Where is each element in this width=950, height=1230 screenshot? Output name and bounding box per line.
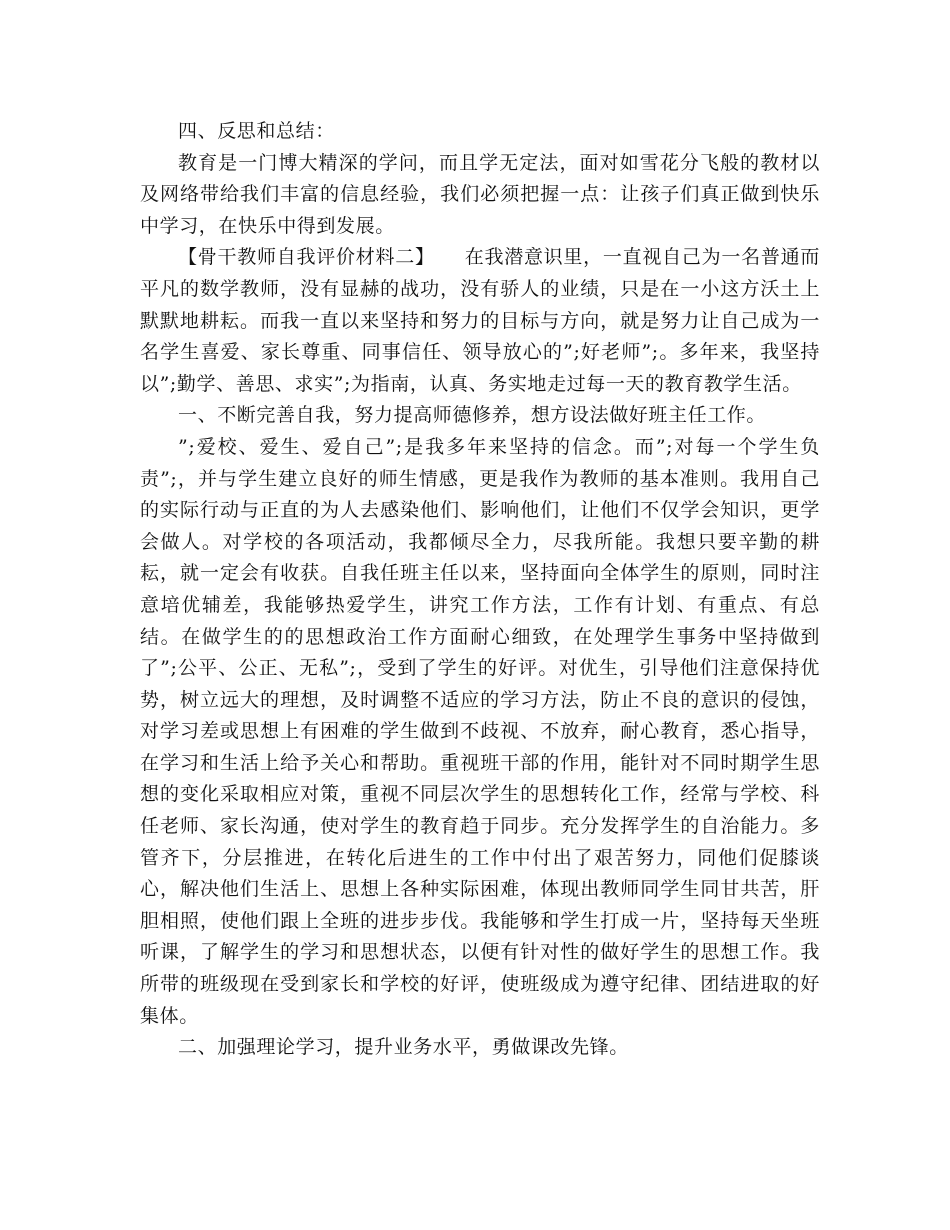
document-body bbox=[140, 116, 820, 1064]
paragraph-material-two: 【骨干教师自我评价材料二】 在我潜意识里，一直视自己为一名普通而平凡的数学教师，没有显赫的战功，没有骄人的业绩，只是在一小这方沃土上默默地耕耘。而我一直以来坚持和努力的目标与方向，就是努力让自己成为一名学生喜爱、家长尊重、同事信任、领导放心的”;好老师”;。多年来，我坚持以”;勤学、善思、求实”;为指南，认真、务实地走过每一天的教育教学生活。 bbox=[140, 246, 820, 395]
paragraph-education: 教育是一门博大精深的学问，而且学无定法，面对如雪花分飞般的教材以及网络带给我们丰富的信息经验，我们必须把握一点：让孩子们真正做到快乐中学习，在快乐中得到发展。 bbox=[140, 151, 820, 237]
section-heading-reflection: 四、反思和总结： bbox=[178, 120, 335, 142]
section-heading-theory-study: 二、加强理论学习，提升业务水平，勇做课改先锋。 bbox=[178, 1036, 629, 1059]
paragraph-class-teacher-work: ”;爱校、爱生、爱自己”;是我多年来坚持的信念。而”;对每一个学生负责”;，并与学生建立良好的师生情感，更是我作为教师的基本准则。我用自己的实际行动与正直的为人去感染他们、影响他们，让他们不仅学会知识，更学会做人。对学校的各项活动，我都倾尽全力，尽我所能。我想只要辛勤的耕耘，就一定会有收获。自我任班主任以来，坚持面向全体学生的原则，同时注意培优辅差，我能够热爱学生，讲究工作方法，工作有计划、有重点、有总结。在做学生的的思想政治工作方面耐心细致，在处理学生事务中坚持做到了”;公平、公正、无私”;，受到了学生的好评。对优生，引导他们注意保持优势，树立远大的理想，及时调整不适应的学习方法，防止不良的意识的侵蚀，对学习差或思想上有困难的学生做到不歧视、不放弃，耐心教育，悉心指导，在学习和生活上给予关心和帮助。重视班干部的作用，能针对不同时期学生思想的变化采取相应对策，重视不同层次学生的思想转化工作，经常与学校、科任老师、家长沟通，使对学生的教育趋于同步。充分发挥学生的自治能力。多管齐下，分层推进，在转化后进生的工作中付出了艰苦努力，同他们促膝谈心，解决他们生活上、思想上各种实际困难，体现出教师同学生同甘共苦，肝胆相照，使他们跟上全班的进步步伐。我能够和学生打成一片，坚持每天坐班听课，了解学生的学习和思想状态，以便有针对性的做好学生的思想工作。我所带的班级现在受到家长和学校的好评，使班级成为遵守纪律、团结进取的好集体。 bbox=[140, 435, 820, 1027]
section-heading-self-improvement: 一、不断完善自我，努力提高师德修养，想方设法做好班主任工作。 bbox=[178, 404, 767, 427]
